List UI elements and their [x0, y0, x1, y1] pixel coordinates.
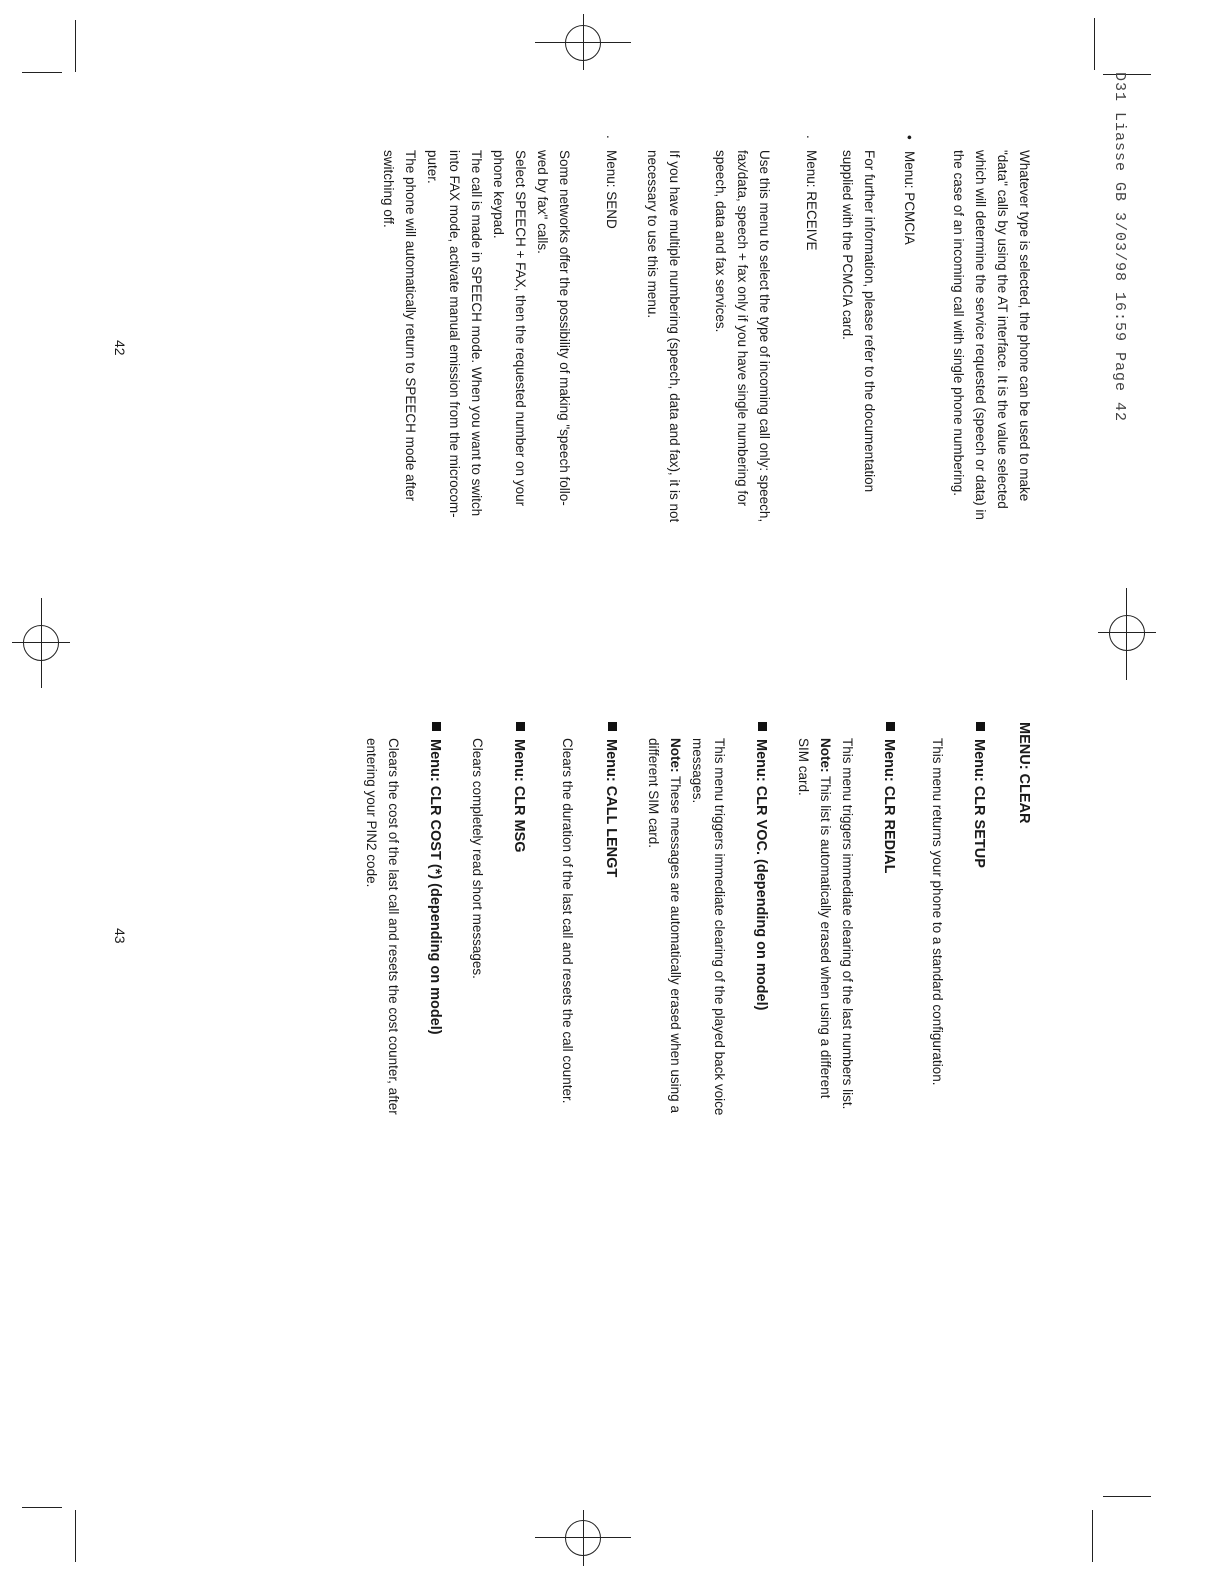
call-lengt-body	[556, 738, 578, 1103]
crop-mark	[1092, 1510, 1093, 1562]
text-line: necessary to use this menu.	[645, 150, 660, 319]
section-send	[600, 135, 622, 229]
crop-mark	[1103, 1496, 1151, 1497]
text-line: supplied with the PCMCIA card.	[840, 150, 855, 340]
text-line: If you have multiple numbering (speech, data and fax), it is not	[667, 150, 682, 523]
registration-mark	[565, 25, 601, 61]
section-title: Menu: CLR COST (*) (depending on model)	[424, 722, 446, 1035]
registration-mark	[1109, 615, 1145, 651]
text-line: different SIM card.	[646, 738, 661, 849]
text-line: wed by fax" calls.	[535, 150, 550, 254]
section-clr-msg	[508, 722, 530, 853]
section-call-lengt	[600, 722, 622, 877]
page-number-right: 43	[112, 928, 128, 944]
registration-mark	[23, 625, 59, 661]
section-clr-cost	[424, 722, 446, 1035]
text-line: This menu triggers immediate clearing of the played back voice	[712, 738, 727, 1116]
receive-body	[709, 150, 775, 522]
crop-mark	[75, 20, 76, 72]
crop-mark	[75, 1510, 76, 1562]
text-line: fax/data, speech + fax only if you have single numbering for	[735, 150, 750, 507]
text-line: which will determine the service requested (speech or data) in	[973, 150, 988, 520]
text-line: For further information, please refer to the documentation	[862, 150, 877, 493]
text-line: SIM card.	[796, 738, 811, 796]
section-clr-voc	[750, 722, 772, 1010]
page-number-left: 42	[112, 340, 128, 356]
text-line: Clears the duration of the last call and resets the call counter.	[560, 738, 575, 1104]
clr-setup-body	[926, 738, 948, 1085]
text-line: switching off.	[381, 150, 396, 228]
text-line: Whatever type is selected, the phone can be used to make	[1017, 150, 1032, 502]
section-title: . Menu: SEND	[604, 135, 619, 229]
text-line: Use this menu to select the type of incoming call only: speech,	[757, 150, 772, 523]
left-intro	[947, 150, 1035, 520]
crop-mark	[22, 72, 62, 73]
text-line: This menu returns your phone to a standard configuration.	[930, 738, 945, 1086]
crop-mark	[1094, 18, 1095, 70]
text-line: entering your PIN2 code.	[364, 738, 379, 888]
section-receive	[800, 135, 822, 251]
clr-redial-body	[792, 738, 858, 1109]
text-line: Clears the cost of the last call and resets the cost counter, after	[386, 738, 401, 1115]
text-line: the case of an incoming call with single phone numbering.	[951, 150, 966, 496]
text-line: into FAX mode, activate manual emission from the microcom-	[447, 150, 462, 518]
text-line: The phone will automatically return to SPEECH mode after	[403, 150, 418, 502]
section-title: Menu: CLR REDIAL	[878, 722, 900, 874]
text-line: Note: These messages are automatically erased when using a	[668, 738, 683, 1113]
section-title: Menu: CLR SETUP	[968, 722, 990, 868]
registration-mark	[565, 1520, 601, 1556]
clr-cost-body	[360, 738, 404, 1115]
page-title	[1013, 722, 1035, 824]
section-title: Menu: CALL LENGT	[600, 722, 622, 877]
print-header: D31 Liasse GB 3/03/98 16:59 Page 42	[1111, 72, 1128, 423]
crop-mark	[22, 1507, 62, 1508]
section-clr-redial	[878, 722, 900, 874]
section-title: Menu: CLR MSG	[508, 722, 530, 853]
text-line: Select SPEECH + FAX, then the requested number on your	[513, 150, 528, 507]
text-line: Some networks offer the possibility of making "speech follo-	[557, 150, 572, 506]
clr-voc-body	[642, 738, 730, 1115]
clr-msg-body	[466, 738, 488, 979]
section-title: • Menu: PCMCIA	[902, 135, 917, 245]
text-line: Clears completely read short messages.	[470, 738, 485, 979]
text-line: phone keypad.	[491, 150, 506, 239]
text-line: The call is made in SPEECH mode. When you want to switch	[469, 150, 484, 517]
text-line: Note: This list is automatically erased when using a different	[818, 738, 833, 1099]
section-clr-setup	[968, 722, 990, 868]
text-line: This menu triggers immediate clearing of the last numbers list.	[840, 738, 855, 1110]
section-title: . Menu: RECEIVE	[804, 135, 819, 251]
pcmcia-body	[836, 150, 880, 492]
receive-body-2	[641, 150, 685, 522]
section-pcmcia	[898, 135, 920, 245]
text-line: speech, data and fax services.	[713, 150, 728, 333]
text-line: puter.	[425, 150, 440, 184]
text-line: messages.	[690, 738, 705, 804]
text-line: "data" calls by using the AT interface. It is the value selected	[995, 150, 1010, 509]
heading: MENU: CLEAR	[1016, 722, 1032, 824]
send-body	[377, 150, 575, 518]
section-title: Menu: CLR VOC. (depending on model)	[750, 722, 772, 1010]
